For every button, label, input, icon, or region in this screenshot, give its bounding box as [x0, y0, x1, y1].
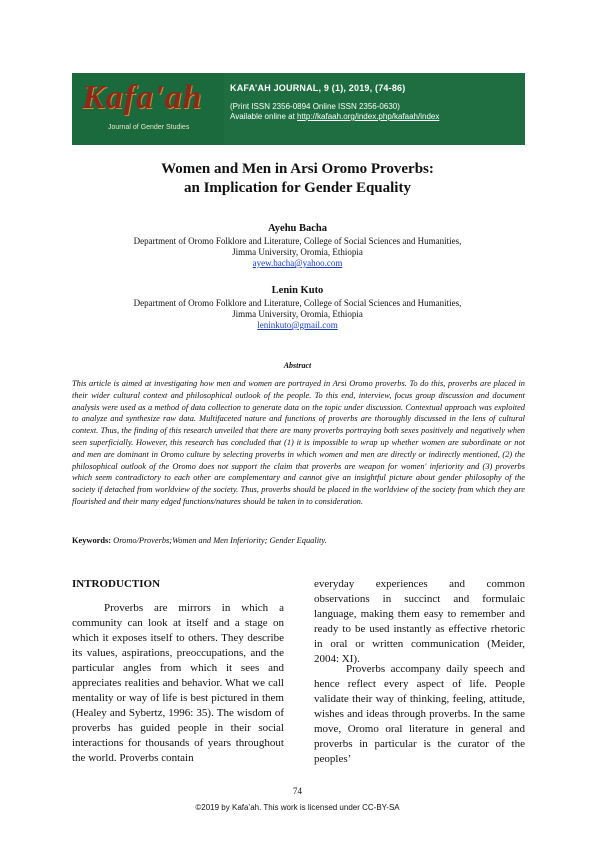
introduction-heading: INTRODUCTION	[72, 578, 161, 590]
journal-issn: (Print ISSN 2356-0894 Online ISSN 2356-0630)	[230, 102, 400, 111]
banner-text	[230, 83, 439, 121]
author-affiliation: Jimma University, Oromia, Ethiopia	[232, 247, 363, 257]
author-email-link[interactable]: ayew.bacha@yahoo.com	[252, 258, 343, 268]
author-affiliation: Jimma University, Oromia, Ethiopia	[232, 309, 363, 319]
paper-title	[0, 160, 595, 198]
introduction-paragraph-2: everyday experiences and common observations in succinct and formulaic language, making them easy to remember and ready to be used instantly as effective rhetoric in oral or written communication (Meider, 2004: XI).	[314, 578, 525, 665]
journal-online	[230, 112, 439, 121]
abstract-text: This article is aimed at investigating how men and women are portrayed in Arsi Oromo proverbs. To do this, proverbs are placed in their wider cultural context and philosophical outlook of the people. To this end, interview, focus group discussion and document analysis were used as a method of data collection to generate data on the topic under discussion. Contextual approach was exploited to analyze and synthesize raw data. Multifaceted nature and functions of proverbs are thoroughly discussed in the lens of cultural context. Thus, the finding of this research unveiled that there are many proverbs portraying both sexes positively and negatively when seen superficially. However, this research has concluded that (1) it is impossible to wrap up whether women are subordinate or not and men are dominant in Oromo culture by selecting proverbs in which women and men are directly or indirectly mentioned, (2) the philosophical outlook of the Oromo does not support the claim that proverbs are weapon for women' inferiority and (3) proverbs which seem contradictory to each other are complementary and cannot give an insightful picture about gender philosophy of the society if detached from worldview of the society. Thus, proverbs should be placed in the worldview of the society from which they are flourished and their many edged functions/natures should be taken in to consideration.	[72, 379, 525, 506]
author-email-link[interactable]: leninkuto@gmail.com	[257, 320, 338, 330]
logo-subtitle: Journal of Gender Studies	[108, 124, 190, 131]
author-affiliation: Department of Oromo Folklore and Literature, College of Social Sciences and Humanities,	[133, 236, 462, 246]
abstract-heading: Abstract	[283, 361, 312, 370]
journal-title: KAFA’AH JOURNAL, 9 (1), 2019, (74-86)	[230, 83, 406, 93]
logo-word: Kafa'ah	[82, 79, 203, 116]
author-name: Lenin Kuto	[271, 285, 324, 296]
author-name: Ayehu Bacha	[267, 223, 328, 234]
author-block-1	[0, 222, 595, 269]
journal-logo	[72, 73, 224, 145]
author-block-2	[0, 284, 595, 331]
title-line-2: an Implication for Gender Equality	[184, 180, 411, 196]
introduction-paragraph-1: Proverbs are mirrors in which a community can look at itself and a stage on which it exposes itself to others. They describe its values, aspirations, preoccupations, and the particular angles from which it sees and appreciates realities and behavior. What we call mentality or way of life is best pictured in them (Healey and Sybertz, 1996: 35). The wisdom of proverbs has guided people in their social interactions for thousands of years throughout the world. Proverbs contain	[72, 602, 284, 764]
online-prefix: Available online at	[230, 112, 295, 121]
keywords	[72, 536, 525, 545]
journal-url-link[interactable]: http://kafaah.org/index.php/kafaah/index	[297, 112, 440, 121]
keywords-label: Keywords:	[72, 536, 112, 545]
keywords-text: Oromo/Proverbs;Women and Men Inferiority; Gender Equality.	[111, 536, 327, 545]
title-line-1: Women and Men in Arsi Oromo Proverbs:	[161, 161, 434, 177]
introduction-paragraph-3: Proverbs accompany daily speech and hence reflect every aspect of life. People validate their way of thinking, feeling, attitude, wishes and ideas through proverbs. In the same move, Oromo oral literature in general and proverbs in particular is the curator of the peoples’	[314, 663, 525, 765]
author-affiliation: Department of Oromo Folklore and Literature, College of Social Sciences and Humanities,	[133, 298, 462, 308]
journal-banner	[72, 73, 525, 145]
license-footer: ©2019 by Kafa’ah. This work is licensed under CC-BY-SA	[195, 803, 400, 812]
page-number: 74	[293, 786, 302, 796]
